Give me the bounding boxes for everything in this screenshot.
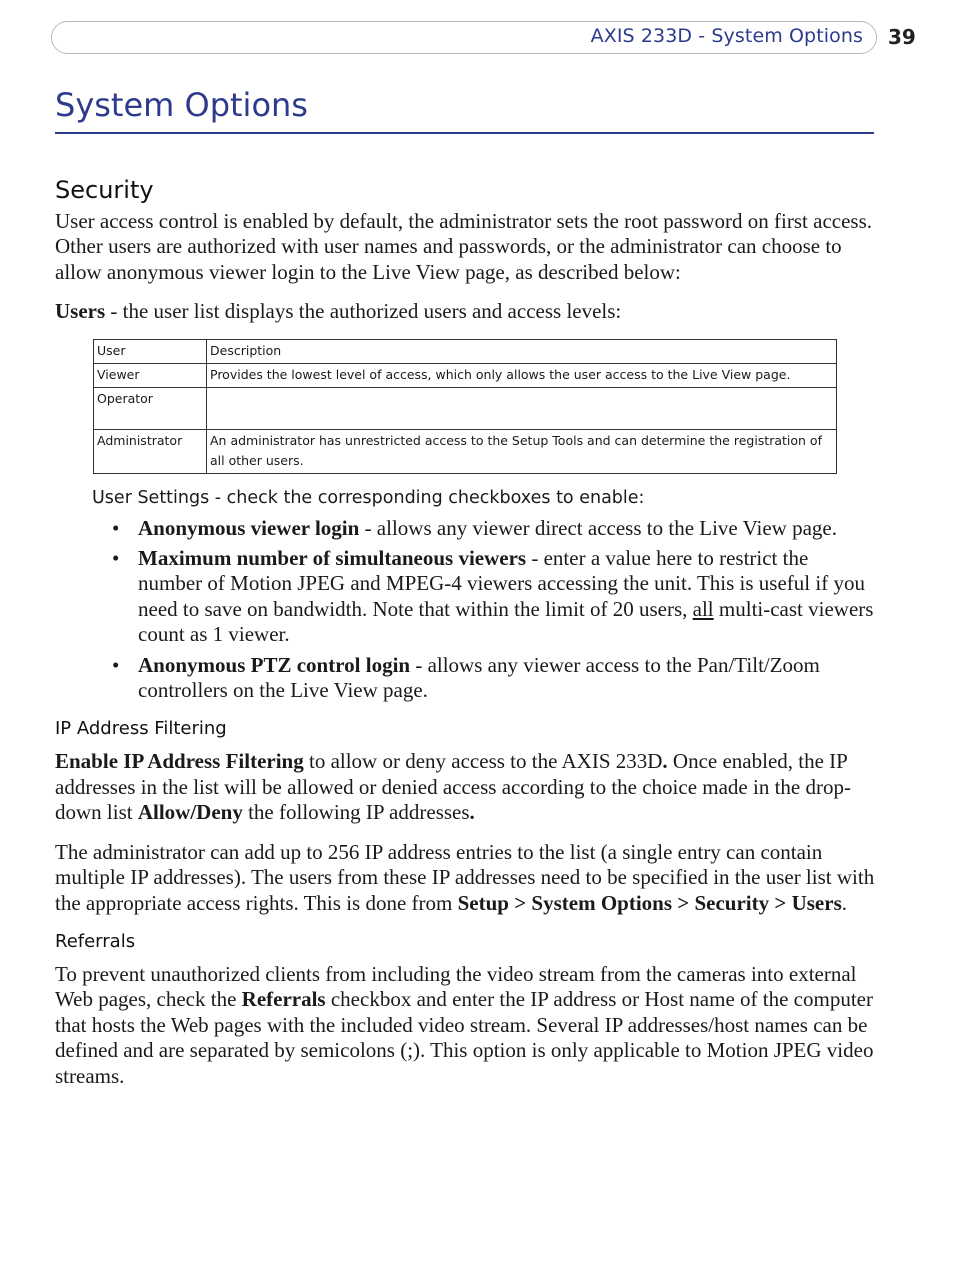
- user-settings-list: [55, 516, 875, 704]
- table-row: [94, 363, 837, 387]
- table-cell-user: Operator: [94, 387, 207, 429]
- body-text: The administrator can add up to 256 IP address entries to the list (a single entry can contain multiple IP addresses). The users from these IP addresses need to be specified in the user list with the appropriate access rights. This is done from: [55, 839, 875, 915]
- security-heading: Security: [55, 176, 154, 204]
- bullet-icon: •: [112, 515, 120, 540]
- bold-term: Referrals: [241, 987, 326, 1012]
- referrals-paragraph: [55, 962, 875, 1089]
- page-title: System Options: [55, 86, 308, 124]
- body-text: .: [841, 890, 847, 915]
- header-title: AXIS 233D - System Options: [590, 25, 863, 47]
- body-text: To prevent unauthorized clients from including the video stream from the cameras into external Web pages, check the: [55, 961, 857, 1012]
- bullet-icon: •: [112, 546, 120, 571]
- table-header-description: Description: [207, 339, 837, 363]
- bullet-label: Anonymous viewer login: [138, 515, 360, 540]
- ip-filtering-heading: IP Address Filtering: [55, 718, 227, 740]
- body-text: Once enabled, the IP addresses in the list will be allowed or denied access according to the choice made in the drop-down list: [55, 749, 851, 825]
- bullet-label: Maximum number of simultaneous viewers: [138, 546, 527, 571]
- menu-path: Setup > System Options > Security > Users: [457, 890, 842, 915]
- users-text: - the user list displays the authorized users and access levels:: [105, 299, 622, 324]
- bullet-label: Anonymous PTZ control login: [138, 652, 411, 677]
- list-item: [55, 653, 875, 704]
- table-cell-user: Administrator: [94, 429, 207, 473]
- bullet-icon: •: [112, 652, 120, 677]
- user-settings-title: User Settings - check the corresponding checkboxes to enable:: [92, 487, 645, 508]
- users-paragraph: [55, 299, 875, 324]
- table-cell-description: An administrator has unrestricted access to the Setup Tools and can determine the registration of all other users.: [207, 429, 837, 473]
- list-item: [55, 546, 875, 648]
- underlined-word: all: [692, 596, 714, 621]
- title-divider: [55, 132, 874, 134]
- body-text: to allow or deny access to the AXIS 233D: [303, 749, 663, 774]
- body-text: checkbox and enter the IP address or Host name of the computer that hosts the Web pages with the included video stream. Several IP addresses/host names can be defined and are separated by semicolons (;). This option is only applicable to Motion JPEG video streams.: [55, 987, 874, 1088]
- bullet-text: - enter a value here to restrict the number of Motion JPEG and MPEG-4 viewers accessing the unit. This is useful if you need to save on bandwidth. Note that within the limit of 20 users,: [138, 546, 865, 621]
- table-cell-description: [207, 387, 837, 429]
- ip-filtering-admin-paragraph: [55, 840, 875, 916]
- bold-term: .: [662, 749, 668, 774]
- table-header-row: [94, 339, 837, 363]
- bullet-text: - allows any viewer access to the Pan/Tilt/Zoom controllers on the Live View page.: [138, 652, 820, 703]
- table-row: [94, 429, 837, 473]
- table-cell-description: Provides the lowest level of access, which only allows the user access to the Live View page.: [207, 363, 837, 387]
- users-label: Users: [55, 299, 106, 324]
- list-item: [55, 516, 875, 541]
- table-row: [94, 387, 837, 429]
- page-number: 39: [888, 25, 916, 49]
- ip-filtering-paragraph: [55, 749, 875, 825]
- user-levels-table: [93, 339, 837, 474]
- bold-term: Allow/Deny: [137, 800, 243, 825]
- referrals-heading: Referrals: [55, 930, 136, 952]
- bullet-text: - allows any viewer direct access to the Live View page.: [359, 515, 837, 540]
- table-cell-user: Viewer: [94, 363, 207, 387]
- body-text: the following IP addresses: [242, 800, 470, 825]
- bullet-text: multi-cast viewers count as 1 viewer.: [138, 596, 874, 647]
- security-intro: User access control is enabled by default, the administrator sets the root password on first access. Other users are authorized with user names and passwords, or the administrator can choose to allow anonymous viewer login to the Live View page, as described below:: [55, 209, 873, 284]
- bold-term: .: [469, 800, 475, 825]
- bold-term: Enable IP Address Filtering: [55, 749, 304, 774]
- page-content: [55, 174, 875, 1089]
- table-header-user: User: [94, 339, 207, 363]
